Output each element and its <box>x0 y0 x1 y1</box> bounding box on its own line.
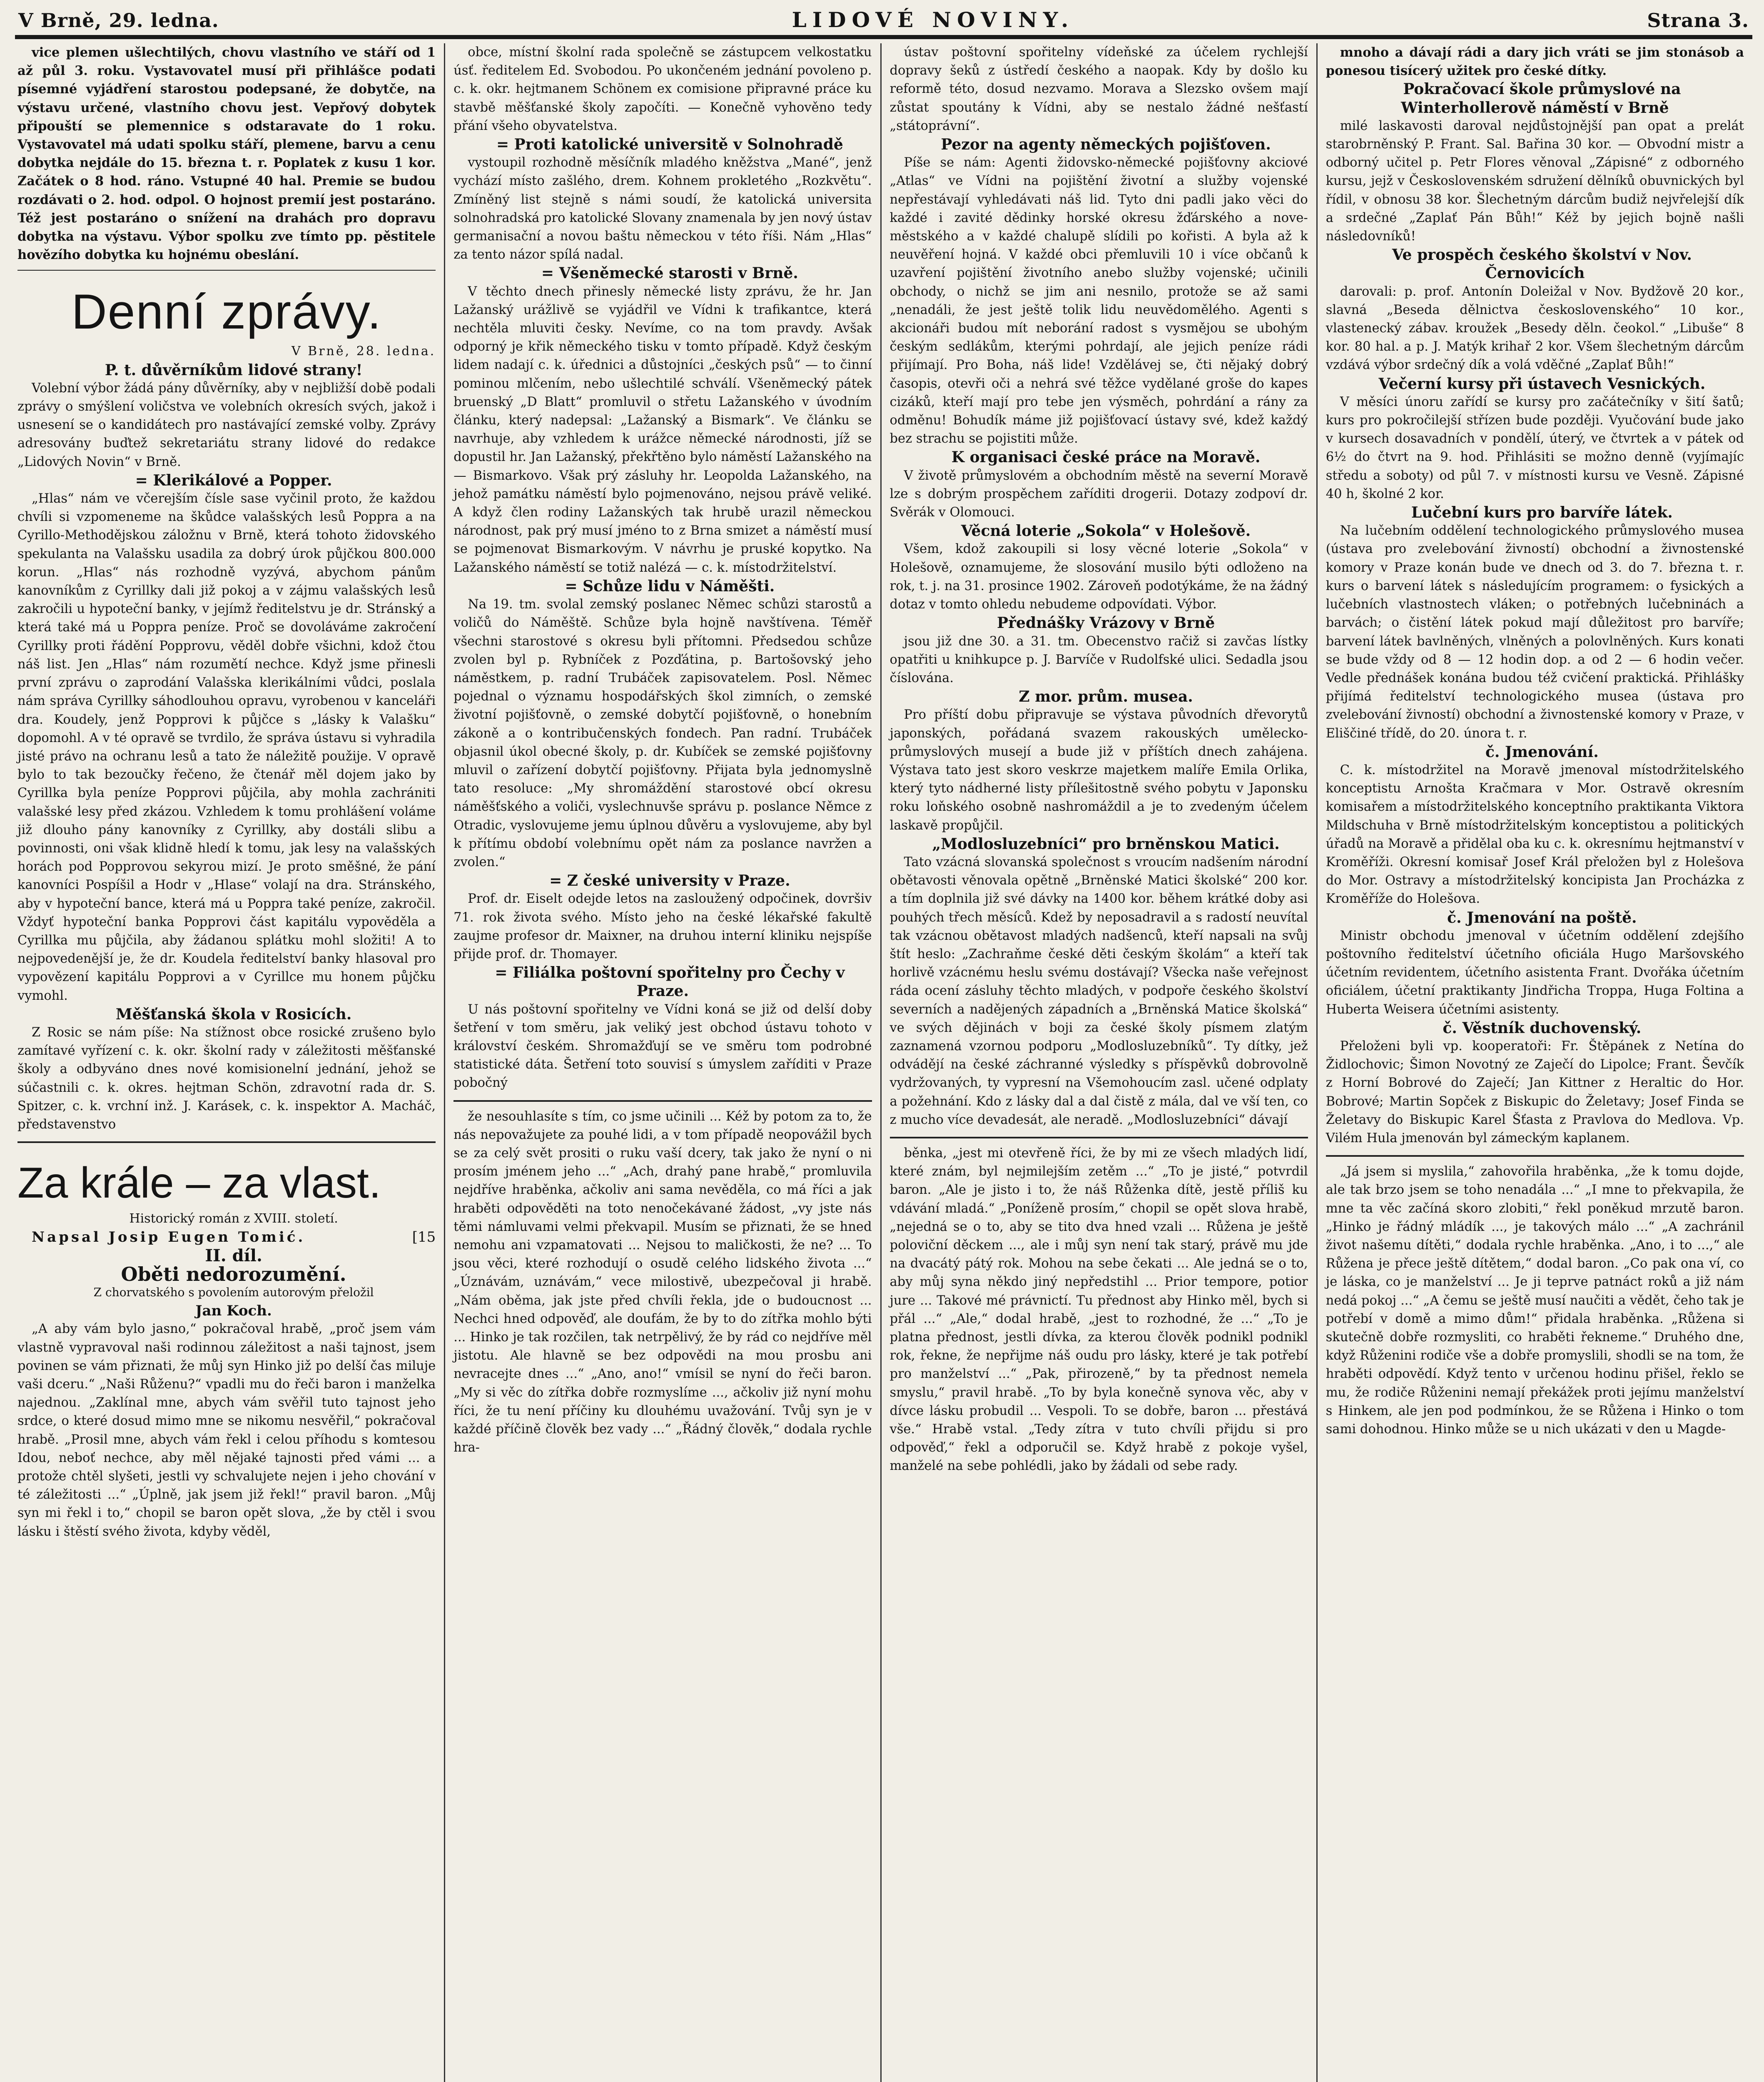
article-headline: = Proti katolické universitě v Solnohradě <box>496 136 843 154</box>
column-1 <box>15 43 444 2082</box>
serial-translator: Jan Koch. <box>195 1302 272 1320</box>
divider <box>1326 1155 1744 1157</box>
header-date: V Brně, 29. ledna. <box>18 9 219 32</box>
divider <box>17 270 436 271</box>
article-headline: = Filiálka poštovní spořitelny pro Čechy v Praze. <box>495 964 845 1000</box>
article-text: Ministr obchodu jmenoval v účetním oddělení zdejšího poštovního ředitelství účetního oficiála Hugo Maršovského účetním revidentem, účetního asistenta Frant. Dvořáka účetním oficiálem, účetní praktikanty Jindřicha Troppa, Huga Foltina a Huberta Weisera účetními asistenty. <box>1325 928 1744 1017</box>
article-text: V životě průmyslovém a obchodním městě na severní Moravě lze s dobrým prospěchem zaříditi drogerii. Dotazy zodpoví dr. Svěrák v Olomouci. <box>889 468 1308 520</box>
section-title: Denní zprávy. <box>71 284 382 340</box>
article-headline: P. t. důvěrníkům lidové strany! <box>105 361 363 379</box>
article-text: Všem, kdož zakoupili si losy věcné loterie „Sokola“ v Holešově, oznamujeme, že slosování musilo býti odloženo na rok, t. j. na 31. prosince 1902. Zároveň podotýkáme, že na žádný dotaz v tomto ohledu nebudeme odpovídati. Výbor. <box>889 542 1308 612</box>
divider <box>890 1137 1308 1138</box>
article-headline: Věcná loterie „Sokola“ v Holešově. <box>961 522 1251 540</box>
divider <box>17 1141 436 1143</box>
article-text: Tato vzácná slovanská společnost s vroucím nadšením národní obětavosti věnovala opětně „Brněnské Matici školské“ 200 kor. a tím doplnila již své dávky na 1400 kor. během krátké doby asi pouhých třech měsíců. Kdež by neposadravil a s radostí neuvítal tak vzácnou obětavost mladých nadšenců, kteří napsali na svůj štít heslo: „Zachraňme české děti českým školám“ a kteří tak horlivě vzácnému heslu svému dostávají? Všecka naše veřejnost ráda ocení zásluhy těchto mladých, v podpoře českého školství severních a nadějených západních a „Brněnská Matice školská“ ve svých dějinách v boji za české školy písmem zlatým zaznamená vzornou podporu „Modlosluzebníků“. Ty dítky, jež odvádějí na české záchranné výsledky s příspěvků dobrovolně vydržovaných, ty vypresní na Všemohoucím zasl. učené odplaty a požehnání. Kdo z lásky dal a dal čistě z mála, dal ve vší ten, co z mucho více devadesát, ale neradě. „Modlosluzebníci“ dávají <box>889 854 1308 1127</box>
article-headline: Pezor na agenty německých pojišťoven. <box>941 136 1271 154</box>
article-text: darovali: p. prof. Antonín Doleižal v Nov. Bydžově 20 kor., slavná „Beseda dělnictva československého“ 10 kor., vlastenecký zábav. kroužek „Besedy děln. čeokol.“ „Libuše“ 8 kor. 80 hal. a p. J. Matýk krihař 2 kor. Všem šlechetným dárcům vzdává výbor srdečný dík a volá vděčné „Zaplať Bůh!“ <box>1325 284 1744 373</box>
article-text: ústav poštovní spořitelny vídeňské za účelem rychlejší dopravy šeků z ústředí českého a naopak. Kdy by došlo ku reformě této, dosud nezvamo. Morava a Slezsko ovšem mají zůstat spoutány k Vídni, aby se nestalo žádné nešťastí „státoprávní“. <box>889 45 1308 133</box>
column-2 <box>444 43 880 2082</box>
article-headline: č. Jmenování na poště. <box>1447 909 1637 926</box>
serial-title: Za krále – za vlast. <box>17 1159 381 1208</box>
article-headline: K organisaci české práce na Moravě. <box>951 448 1261 466</box>
article-headline: = Klerikálové a Popper. <box>135 471 332 489</box>
article-headline: = Z české university v Praze. <box>549 872 790 890</box>
article-headline: = Všeněmecké starosti v Brně. <box>541 264 798 282</box>
dateline: V Brně, 28. ledna. <box>291 344 436 359</box>
article-text: milé laskavosti daroval nejdůstojnější pan opat a prelát starobrněnský P. Frant. Sal. Bařina 30 kor. — Obvodní mistr a odborný učitel p. Petr Flores věnoval „Zápisné“ z odborného kursu, jejž v Československém sdružení dělníků obuvnických byl řídil, v obnosu 38 kor. Šlechetným dárcům budiž nejvřelejší dík a srdečné „Zaplať Pán Bůh!“ Kéž by jejich bojně našli následovníků! <box>1325 118 1744 244</box>
header-rule <box>15 35 1752 39</box>
article-text: V těchto dnech přinesly německé listy zprávu, že hr. Jan Lažanský urážlivě se vyjádřil ve Vídni k trafikantce, která nechtěla mluviti česky. Nevíme, co na tom pravdy. Avšak odporný je křik německého tisku v tomto případě. Když českým lidem nadají c. k. úřednici a důstojníci „českých psů“ — to činní pominou mlčením, nebo ušlechtilé schválí. Všeněmecký pátek bruenský „D Blatt“ promluvil o střetu Lažanského v úvodním článku, který nadepsal: „Lažanský a Bismark“. Ve článku se navrhuje, aby vzhledem k urážce německé národnosti, jíž se dopustil hr. Jan Lažanský, překřtěno bylo náměstí Lažanského na — Bismarkovo. Však prý zásluhy hr. Leopolda Lažanského, na jehož památku náměstí bylo pojmenováno, nejsou právě veliké. A když člen rodiny Lažanských tak hrubě urazil německou národnost, pak prý musí jméno to z Brna smizet a náměstí musí se pojmenovat Bismarkovým. V návrhu je pruské kopytko. Na Lažanského náměstí se totiž nalézá — c. k. místodržitelství. <box>453 284 872 575</box>
column-4 <box>1316 43 1752 2082</box>
article-text: Volební výbor žádá pány důvěrníky, aby v nejbližší době podali zprávy o smýšlení voličstva ve volebních okresích svých, jakož i usnesení se o kandidátech pro nastávající zemské volby. Zprávy adresovány buďtež sekretariátu strany lidové do redakce „Lidových Novin“ v Brně. <box>17 381 436 469</box>
article-text: vystoupil rozhodně měsíčník mladého kněžstva „Mané“, jenž vychází místo zašlého, drem. Kohnem prokletého „Rozkvětu“. Zmíněný list stejně s námi soudí, že katolická universita solnohradská pro katolické Slovany znamenala by jen nový ústav germanisační a novou baštu německou v této říši. Nám „Hlas“ za tento názor spílá nadal. <box>453 155 872 262</box>
article-text: vice plemen ušlechtilých, chovu vlastního ve stáří od 1 až půl 3. roku. Vystavovatel musí při přihlášce podati písemné vyjádření starostou podepsané, že dobytče, na výstavu určené, vlastního chovu jest. Vepřový dobytek připouští se plemennice s odstaravate do 1 roku. Vystavovatel má udati spolku stáří, plemene, barvu a cenu dobytka nejdále do 15. března t. r. Poplatek z kusu 1 kor. Začátek o 8 hod. ráno. Vstupné 40 hal. Premie se budou rozdávati o 2. hod. odpol. O hojnost premií jest postaráno. Též jest postaráno o snížení na drahách pro dopravu dobytka na výstavu. Výbor spolku zve tímto pp. pěstitele hovězího dobytka ku hojnému obeslání. <box>17 45 436 263</box>
columns <box>15 43 1752 2082</box>
article-headline: Ve prospěch českého školství v Nov. Černovicích <box>1392 246 1692 282</box>
article-text: obce, místní školní rada společně se zástupcem velkostatku úsť. ředitelem Ed. Svobodou. Po ukončeném jednání povoleno p. c. k. okr. hejtmanem Schönem ex comisione připravné práce ku stavbě měšťanské školy započíti. — Konečně vyhověno tedy přání všeho obyvatelstva. <box>453 45 872 133</box>
article-headline: Měšťanská škola v Rosicích. <box>115 1005 352 1023</box>
masthead: LIDOVÉ NOVINY. <box>792 7 1074 32</box>
article-text: Z Rosic se nám píše: Na stížnost obce rosické zrušeno bylo zamítavé vyřízení c. k. okr. školní rady v záležitosti měšťanské školy a odbyváno dnes nové komisionelní jednání, jehož se súčastnili c. k. okres. hejtman Schön, zdravotní rada dr. S. Spitzer, c. k. vrchní inž. J. Karásek, c. k. inspektor A. Macháč, představenstvo <box>17 1025 436 1132</box>
article-text: Na lučebním oddělení technologického průmyslového musea (ústava pro zvelebování živností) obchodní a živnostenské komory v Praze konán bude ve dnech od 3. do 7. března t. r. kurs o barvení látek s následujícím programem: o fysických a lučebních vlastnostech vláken; o potřebných lučebninách a barvách; o čistění látek pokud mají důležitost pro barvíře; barvení látek bavlněných, vlněných a polovlněných. Kurs konati se bude vždy od 8 — 12 hodin dop. a od 2 — 6 hodin večer. Vedle přednášek konána budou též cvičení praktická. Přihlášky přijímá ředitelství technologického musea (ústava pro zvelebování živností) obchodní a živnostenské komory v Praze, v Eliščiné třídě, do 20. února t. r. <box>1325 523 1744 741</box>
divider <box>453 1100 872 1102</box>
article-headline: č. Věstník duchovenský. <box>1443 1019 1642 1037</box>
serial-author-name: Napsal Josip Eugen Tomić. <box>32 1229 306 1246</box>
article-headline: Přednášky Vrázovy v Brně <box>997 614 1215 632</box>
article-text: Na 19. tm. svolal zemský poslanec Němec schůzi starostů a voličů do Náměště. Schůze byla hojně navštívena. Téměř všechni starostové s okresu byli přítomni. Předsedou schůze zvolen byl p. Rybníček z Pozďátina, p. Bartošovský jeho náměstkem, p. radní Trubáček zapisovatelem. Posl. Němec pojednal o významu hospodářských škol zimních, o zemské životní pojišťovně, o zemské dobytčí pojišťovně, o honebním zákoně a o kontribučenských fondech. Pan radní. Trubáček objasnil úkol obecné školy, p. dr. Kubíček se zemské pojišťovny mluvil o zařízení dobytčí pojišťovny. Přijata byla jednomyslně tato resoluce: „My shromáždění starostové obcí okresu náměšťského a voliči, vyslechnuvše správu p. poslance Němce z Otradic, vyslovujeme jemu úplnou důvěru a vyslovujeme, aby byl k přítímu období volebnímu opět nám za poslance navržen a zvolen.“ <box>453 597 872 869</box>
serial-chapter: Oběti nedorozumění. <box>121 1263 346 1285</box>
serial-text: běnka, „jest mi otevřeně říci, že by mi ze všech mladých lidí, které znám, byl nejmilejším zetěm ...“ „To je jisté,“ potvrdil baron. „Ale je jisto i to, že náš Růženka dítě, jestě příliš ku vdávání mladá.“ „Poníženě prosím,“ chopil se opět slova hrabě, „nejedná se o to, aby se tito dva hned vzali ... Růžena je ještě poloviční děckem ..., ale i můj syn není tak starý, právě mu jde na dvacátý pátý rok. Mohou na sebe čekati ... Ale jedná se o to, aby můj syna někdo jiný nepředstihl ... Prior tempore, potior jure ... Takové mé právnictí. Tu přednost aby Hinko měl, bych si přál ...“ „Ale,“ dodal hrabě, „jest to rozhodné, že ...“ „To je platna přednost, jestli dívka, za kterou člověk podnikl podnikl rok, řekne, že nepřijme náš oudu pro lásky, které je tak potřebí pro manželství ...“ „Pak, přirozeně,“ by ta přednost nemela smyslu,“ pravil hrabě. „To by byla konečně synova věc, aby v dívce lásku probudil ... Vespoli. To se dobře, baron ... přestává vše.“ Hrabě vstal. „Tedy zítra v tuto chvíli přijdu si pro odpověď,“ řekl a odporučil se. Když hrabě z pokoje vyšel, manželé na sebe pohlédli, jako by žádali od sebe rady. <box>889 1146 1308 1474</box>
article-text: jsou již dne 30. a 31. tm. Obecenstvo račiž si zavčas lístky opatřiti u knihkupce p. J. Barvíče v Rudolfské ulici. Sedadla jsou číslována. <box>889 634 1308 685</box>
article-text: Prof. dr. Eiselt odejde letos na zasloužený odpočinek, dovršiv 71. rok života svého. Místo jeho na české lékařské fakultě zaujme profesor dr. Maixner, na druhou interní kliniku nejspíše přijde prof. dr. Thomayer. <box>453 892 872 961</box>
article-text: Píše se nám: Agenti židovsko-německé pojišťovny akciové „Atlas“ ve Vídni na pojištění životní a služby vojenské nepřestávají vyhledávati náš lid. Tyto dni padli jako věci do každé i zavité dědinky horské okresu žďárského a nove-městského a v každé chalupě slídili po kořisti. A byla až k neuvěření hojná. V každé obci přemluvili 10 i více občanů k uzavření pojištění životního anebo služby vojenské; učinili obchody, o nichž se jim ani nesnilo, protože se až sami „nenadáli, že jest ještě tolik lidu neuvědomělého. Agenti s akcionáři budou mít neborání radost s vysmějou se ubohým českým sedlákům, kterými pohrdají, ale jejich peníze rádi přijímají. Pro Boha, náš lide! Vzdělávej se, čti nějaký dobrý časopis, otevři oči a nehrá své těžce vydělané groše do kapes cizáků, kteří mají pro tebe jen výsměch, pohrdání a rány za odměnu! Bohudík máme již pojišťovací ústavy své, kdež každý bez strachu se pojistiti může. <box>889 155 1308 446</box>
article-headline: č. Jmenování. <box>1485 743 1599 761</box>
article-headline: „Modlosluzebníci“ pro brněnskou Matici. <box>932 835 1280 853</box>
serial-translation-note: Z chorvatského s povolením autorovým přeložil <box>93 1285 374 1299</box>
article-headline: Pokračovací škole průmyslové na Winterhollerově náměstí v Brně <box>1401 80 1681 117</box>
article-text: V měsíci únoru zařídí se kursy pro začátečníky v šití šatů; kurs pro pokročilejší střízen bude později. Vyučování bude jako v kursech dosavadních v pondělí, úterý, ve čtvrtek a v pátek od 6½ do čtvrt na 9. hod. Přihlásiti se možno denně (vyjímajíc středu a soboty) od půl 7. v místnosti kursu ve Vesně. Zápisné 40 h, školné 2 kor. <box>1325 394 1744 501</box>
article-text: Přeloženi byli vp. kooperatoři: Fr. Štěpánek z Netína do Židlochovic; Šimon Novotný ze Zaječí do Lipolce; Frant. Ševčík z Horní Bobrové do Zaječí; Jan Kittner z Heraltic do Hor. Bobrové; Martin Sopček z Biskupic do Želetavy; Josef Finda se Želetavy do Biskupic Karel Šťasta z Pravlova do Medlova. Vp. Vilém Hula jmenován byl zámeckým kaplanem. <box>1325 1039 1744 1146</box>
serial-text: „Já jsem si myslila,“ zahovořila hraběnka, „že k tomu dojde, ale tak brzo jsem se toho nenadála ...“ „I mne to překvapila, že mne ta věc začíná skoro zlobiti,“ řekl poněkud mrzutě baron. „Hinko je řádný mládík ..., je takových málo ...“ „A zachránil život našemu dítěti,“ dodala rychle hraběnka. „Ano, i to ...,“ ale Růžena je přece ještě dítětem,“ dodal baron. „Co pak ona ví, co je láska, co je manželství ... Je ji teprve patnáct roků a již nám nedá pokoj ...“ „A čemu se ještě musí naučiti a vědět, čeho tak je potřebí v domě a mimo dům!“ přidala hraběnka. „Růžena si skutečně dobře rozmysliti, co hraběti řekneme.“ Druhého dne, když Růženini rodiče vše a dobře promyslili, shodli se na tom, že hraběti odpovědí. Když tento v určenou hodinu přišel, řeklo se mu, že rodiče Růženini nemají překážek proti jejímu manželství s Hinkem, ale jen pod podmínkou, že se Růžena i Hinko o tom sami dohodnou. Hinko může se u nich ukázati v den u Magde- <box>1325 1164 1744 1437</box>
article-text: „Hlas“ nám ve včerejším čísle sase vyčinil proto, že každou chvíli si vzpomeneme na škůdce valašských lesů Poppra a na Cyrillo-Methodějskou záložnu v Brně, která tohoto židovského spekulanta na Valašsku usadila za dobrý úrok půjčkou 800.000 korun. „Hlas“ nás rozhodně vyzývá, abychom pánům kanovníkům z Cyrillky dali již pokoj a v zájmu valašských lesů zakročili u hypoteční banky, v jejímž ředitelstvu je dr. Stránský a která také má u Poppra peníze. Proč se dovoláváme zakročení Cyrillky proti řádění Popprovu, věděl dobře všichni, kdož čtou náš list. Jen „Hlas“ nám rozumětí nechce. Když jsme přinesli první zprávu o zaprodání Valašska klerikálními vůdci, poslala nám správa Cyrillky sáhodlouhou opravu, vyrobenou v kanceláři dra. Koudely, jenž Popprovi k půjčce s „lásky k Valašku“ dopomohl. A v té opravě se tvrdilo, že správa ústavu si vyhradila jisté právo na ochranu lesů a tato že náležitě použije. V opravě bylo to tak bezoučky řečeno, že čtenář měl dojem jako by Cyrillka byla peníze Popprovi půjčila, aby mohla zachrániti valašské lesy před zkázou. Vzhledem k tomu prohlášení voláme již dlouho pány kanovníky z Cyrillky, aby dostáli slibu a povinnosti, oni však klidně hledí k tomu, jak lesy na valašských horách pod Popprovou sekyrou mizí. Je proto směšné, že pání kanovníci Pospíšil a Hodr v „Hlase“ volají na dra. Stránského, aby v hypoteční bance, která má u Poppra také peníze, zakročil. Vždyť hypoteční banka Popprovi část kapitálu vypověděla a Cyrillka mu půjčila, aby žádanou splátku mohl složiti! A to nejpovedenější je, že dr. Koudela ředitelství banky hlasoval pro vypovězení kapitálu Popprovi a v Cyrillce mu honem půjčku vymohl. <box>17 491 436 1003</box>
article-text: mnoho a dávají rádi a dary jich vráti se jim stonásob a ponesou tisícerý užitek pro české dítky. <box>1325 45 1744 79</box>
serial-subtitle: Historický román z XVIII. století. <box>129 1211 338 1226</box>
article-headline: Večerní kursy při ústavech Vesnických. <box>1378 375 1706 393</box>
serial-number: [15 <box>412 1229 436 1246</box>
serial-part: II. díl. <box>205 1245 262 1265</box>
serial-text: „A aby vám bylo jasno,“ pokračoval hrabě, „proč jsem vám vlastně vypravoval naši rodinnou záležitost a naši tajnost, jsem povinen se vám přiznati, že můj syn Hinko již po delší čas miluje vaši dceru.“ „Naši Růženu?“ vpadli mu do řeči baron i manželka najednou. „Zaklínal mne, abych vám svěřil tuto tajnost jeho srdce, o které dosud mimo mne se nikomu nesvěřil,“ pokračoval hrabě. „Prosil mne, abych vám řekl i celou příhodu s komtesou Idou, neboť nechce, aby měl nějaké tajnosti před vámi ... a protože chtěl slyšeti, jestli vy schvalujete nejen i jeho chování v té záležitosti ...“ „Úplně, jak jsem již řekl!“ pravil baron. „Můj syn mi řekl i to,“ chopil se baron opět slova, „že by ctěl i svou lásku i štěstí svého života, kdyby věděl, <box>17 1322 436 1539</box>
article-text: C. k. místodržitel na Moravě jmenoval místodržitelského konceptistu Arnošta Kračmara v Mor. Ostravě okresním komisařem a místodržitelského konceptního praktikanta Viktora Mildschuha v Brně místodržitelským konceptistou a politických úřadů na Moravě a přidělal oba ku c. k. okresnímu hejtmanství v Kroměříži. Okresní komisař Josef Král přeložen byl z Holešova do Mor. Ostravy a místodržitelský koncipista Jan Procházka z Kroměříže do Holešova. <box>1325 762 1744 907</box>
serial-author <box>17 1228 436 1246</box>
article-headline: Z mor. prům. musea. <box>1019 688 1193 706</box>
page-header <box>15 7 1752 33</box>
article-headline: = Schůze lidu v Náměšti. <box>565 577 775 595</box>
column-3 <box>880 43 1316 2082</box>
article-headline: Lučební kurs pro barvíře látek. <box>1411 504 1673 522</box>
page-number: Strana 3. <box>1647 9 1749 32</box>
article-text: Pro příští dobu připravuje se výstava původních dřevorytů japonských, pořádaná svazem rakouských umělecko-průmyslových musejí a bude již v příštích dnech zahájena. Výstava tato jest skoro veskrze majetkem malíře Emila Orlika, který tyto nádherné listy přílešitostně svého pobytu v Japonsku roku loňského osobně nashromáždil a je to zvedeným účelem laskavě propůjčil. <box>889 707 1308 833</box>
serial-text: že nesouhlasíte s tím, co jsme učinili ... Kéž by potom za to, že nás nepovažujete za pouhé lidi, a v tom případě neopovážil bych se za celý svět prositi o ruku vaší dcery, tak jako že nyní o ni prosím jménem jeho ...“ „Ach, drahý pane hrabě,“ promluvila nejdříve hraběnka, ačkoliv ani sama nevěděla, co má říci a jak hraběti odpověděti na toto nenočekávané žádost, „vy jste nás těmi námluvami velmi překvapil. Musím se přiznati, že se hned nemohu ani vzpamatovati ... Nejsou to maličkosti, že ne? ... To jsou věci, které rozhodují o osudě celého lidského života ...“ „Úznávám, uznávám,“ vece milostivě, ubezpečoval ji hrabě. „Nám oběma, jak jste před chvíli řekla, jde o budoucnost ... Nechci hned odpověď, ale doufám, že by to do zítřka mohlo býti ... Hinko je tak rozčilen, tak netrpělivý, že by rád co nejdříve měl jistotu. Ale hlavně se bez odpovědi na mou prosbu ani nevracejte dnes ...“ „Ano, ano!“ vmísil se nyní do řeči baron. „My si věc do zítřka dobře rozmyslíme ..., ačkoliv již nyní mohu říci, že tu není příčiny ku dlouhému uvažování. Tvůj syn je v každé příčině člověk bez vady ...“ „Řádný člověk,“ dodala rychle hra- <box>453 1109 872 1455</box>
article-text: U nás poštovní spořitelny ve Vídni koná se již od delší doby šetření v tom směru, jak veliký jest obchod ústavu tohoto v království českém. Shromažďují se ve směru tom podrobné statistické dáta. Šetření toto souvisí s úmyslem zaříditi v Praze pobočný <box>453 1002 872 1091</box>
